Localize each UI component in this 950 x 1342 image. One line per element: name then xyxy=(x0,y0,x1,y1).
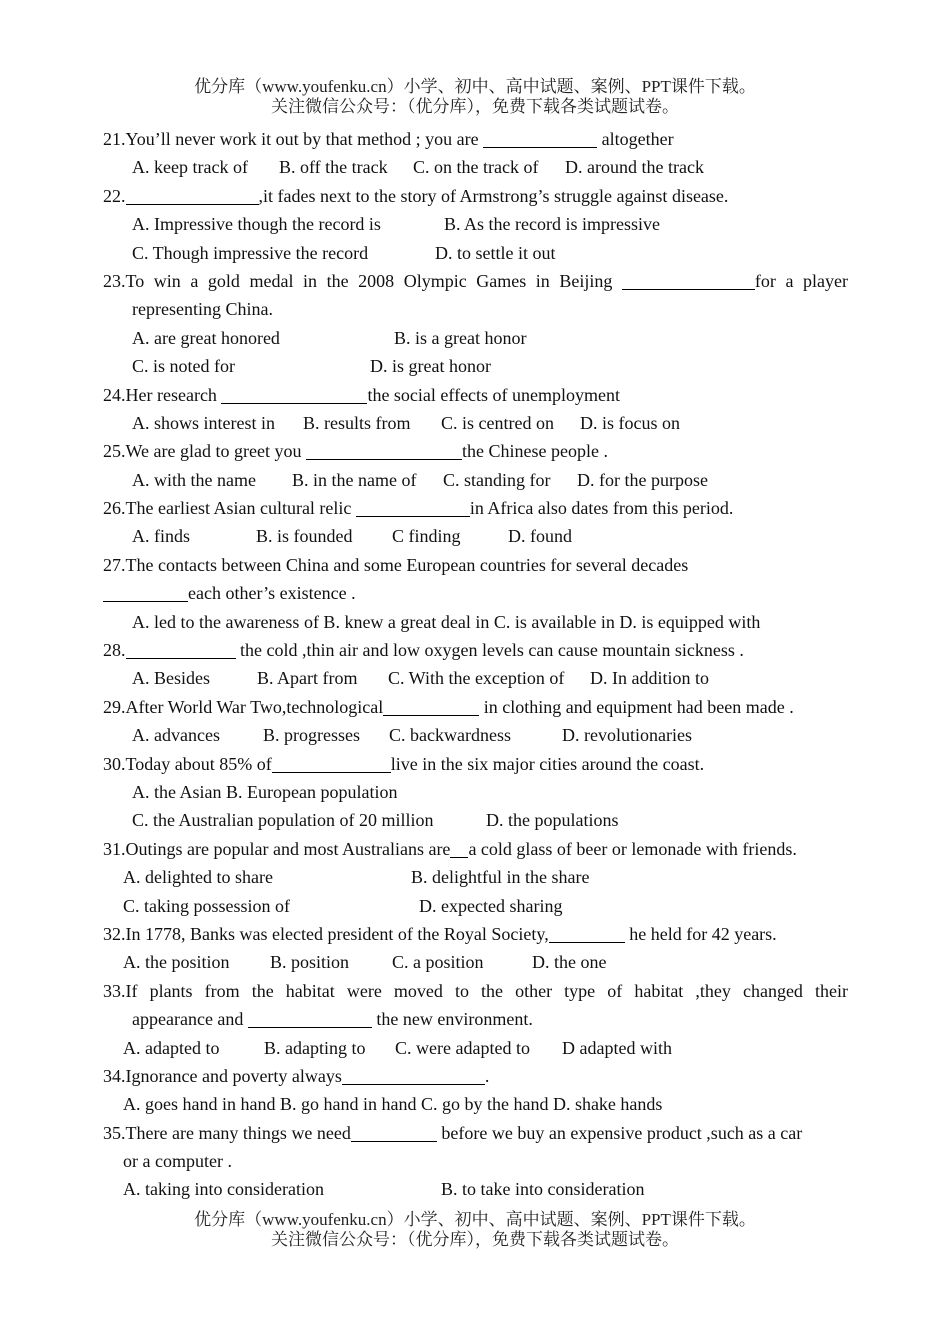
answer-blank xyxy=(342,1066,485,1085)
option-c: C. on the track of xyxy=(413,157,539,178)
option-b: B. position xyxy=(270,952,350,973)
question-21-options xyxy=(103,153,848,181)
question-21: 21.You’ll never work it out by that method ; you are altogether xyxy=(103,129,674,149)
option-d: D. around the track xyxy=(565,157,704,178)
option-b: B. is a great honor xyxy=(394,327,527,348)
question-31-options-2 xyxy=(103,892,848,920)
header-line-2: 关注微信公众号：（优分库），免费下载各类试题试卷。 xyxy=(271,97,679,116)
question-25: 25.We are glad to greet you the Chinese people . xyxy=(103,441,608,462)
question-32-options xyxy=(103,948,848,976)
question-27-continued: each other’s existence . xyxy=(103,579,848,607)
answer-blank xyxy=(272,754,391,773)
option-d: D. In addition to xyxy=(590,668,709,689)
option-b: B. is founded xyxy=(256,526,353,547)
page-footer xyxy=(0,1210,950,1250)
answer-blank xyxy=(622,271,755,290)
question-28: 28. the cold ,thin air and low oxygen levels can cause mountain sickness . xyxy=(103,640,744,661)
option-d: D. is great honor xyxy=(370,356,491,377)
option-a: A. delighted to share xyxy=(123,867,273,888)
option-a: A. the position xyxy=(123,952,230,973)
footer-line-2: 关注微信公众号：（优分库），免费下载各类试题试卷。 xyxy=(271,1230,679,1249)
option-a: A. with the name xyxy=(132,469,256,490)
option-d: D. revolutionaries xyxy=(562,725,692,746)
option-b: B. Apart from xyxy=(257,668,358,689)
option-c: C. taking possession of xyxy=(123,895,291,916)
question-33: 33.If plants from the habitat were moved to the other type of habitat ,they changed their xyxy=(103,980,848,1001)
question-24: 24.Her research the social effects of unemployment xyxy=(103,384,621,405)
answer-blank xyxy=(356,498,470,517)
answer-blank xyxy=(450,839,468,858)
option-d: D. to settle it out xyxy=(435,242,556,263)
option-a: A. Impressive though the record is xyxy=(132,214,381,235)
option-d: D. is focus on xyxy=(580,412,680,433)
answer-blank xyxy=(549,924,625,943)
option-c: C. is noted for xyxy=(132,356,235,377)
option-c: C. backwardness xyxy=(389,725,511,746)
question-23-continued: representing China. xyxy=(132,299,273,320)
option-b: B. results from xyxy=(303,412,411,433)
option-b: B. off the track xyxy=(279,157,388,178)
question-29-options xyxy=(103,721,848,749)
header-line-1: 优分库（www.youfenku.cn）小学、初中、高中试题、案例、PPT课件下载。 xyxy=(194,77,756,96)
question-22-options-2 xyxy=(103,239,848,267)
question-34-options: A. goes hand in hand B. go hand in hand C. go by the hand D. shake hands xyxy=(123,1094,663,1115)
question-28-options xyxy=(103,664,848,692)
question-29: 29.After World War Two,technological in clothing and equipment had been made . xyxy=(103,696,794,717)
question-34: 34.Ignorance and poverty always . xyxy=(103,1065,490,1086)
option-b: B. progresses xyxy=(263,725,360,746)
question-35-options xyxy=(103,1175,848,1203)
question-35: 35.There are many things we need before we buy an expensive product ,such as a car xyxy=(103,1122,803,1143)
question-22-options-1 xyxy=(103,210,848,238)
question-30-options-1: A. the Asian B. European population xyxy=(132,781,398,802)
question-23-options-1 xyxy=(103,324,848,352)
question-33-options xyxy=(103,1034,848,1062)
question-33-continued: appearance and the new environment. xyxy=(132,1009,533,1030)
option-b: B. delightful in the share xyxy=(411,867,590,888)
option-c: C. were adapted to xyxy=(395,1037,530,1058)
question-23-options-2 xyxy=(103,352,848,380)
question-26-options xyxy=(103,522,848,550)
option-b: B. in the name of xyxy=(292,469,417,490)
option-c: C. Though impressive the record xyxy=(132,242,369,263)
option-c: C finding xyxy=(392,526,461,547)
option-c: C. a position xyxy=(392,952,484,973)
option-a: A. Besides xyxy=(132,668,210,689)
question-22: 22. ,it fades next to the story of Armstrong’s struggle against disease. xyxy=(103,185,729,206)
option-c: C. With the exception of xyxy=(388,668,565,689)
answer-blank xyxy=(126,186,259,205)
option-d: D. for the purpose xyxy=(577,469,708,490)
option-b: B. to take into consideration xyxy=(441,1179,645,1200)
option-a: A. adapted to xyxy=(123,1037,220,1058)
option-d: D. found xyxy=(508,526,572,547)
question-31: 31.Outings are popular and most Australians are a cold glass of beer or lemonade with friends. xyxy=(103,838,797,859)
question-27-options: A. led to the awareness of B. knew a great deal in C. is available in D. is equipped with xyxy=(132,611,761,632)
option-b: B. As the record is impressive xyxy=(444,214,660,235)
answer-blank xyxy=(383,697,479,716)
option-d: D. the one xyxy=(532,952,607,973)
option-a: A. keep track of xyxy=(132,157,248,178)
question-24-options xyxy=(103,409,848,437)
question-list xyxy=(103,125,848,1204)
option-c: C. is centred on xyxy=(441,412,554,433)
option-a: A. are great honored xyxy=(132,327,280,348)
question-32: 32.In 1778, Banks was elected president of the Royal Society, he held for 42 years. xyxy=(103,923,777,944)
option-a: A. taking into consideration xyxy=(123,1179,324,1200)
option-a: A. advances xyxy=(132,725,220,746)
question-35-continued: or a computer . xyxy=(123,1151,232,1172)
question-26: 26.The earliest Asian cultural relic in Africa also dates from this period. xyxy=(103,498,734,519)
option-b: B. adapting to xyxy=(264,1037,366,1058)
option-d: D. the populations xyxy=(486,810,619,831)
answer-blank xyxy=(248,1009,372,1028)
question-27: 27.The contacts between China and some European countries for several decades xyxy=(103,554,689,575)
answer-blank xyxy=(103,583,188,602)
option-a: A. finds xyxy=(132,526,190,547)
answer-blank xyxy=(126,640,236,659)
footer-line-1: 优分库（www.youfenku.cn）小学、初中、高中试题、案例、PPT课件下载。 xyxy=(194,1210,756,1229)
question-30-options-2 xyxy=(103,806,848,834)
answer-blank xyxy=(351,1123,437,1142)
option-a: A. shows interest in xyxy=(132,412,275,433)
option-d: D. expected sharing xyxy=(419,895,563,916)
question-23: 23.To win a gold medal in the 2008 Olympic Games in Beijing for a player xyxy=(103,270,848,291)
answer-blank xyxy=(306,441,462,460)
question-30: 30.Today about 85% of live in the six major cities around the coast. xyxy=(103,753,705,774)
option-c: C. the Australian population of 20 million xyxy=(132,810,434,831)
option-c: C. standing for xyxy=(443,469,551,490)
answer-blank xyxy=(221,385,367,404)
answer-blank xyxy=(483,129,597,148)
option-d: D adapted with xyxy=(562,1037,672,1058)
question-25-options xyxy=(103,466,848,494)
question-31-options-1 xyxy=(103,863,848,891)
page-header xyxy=(0,77,950,117)
